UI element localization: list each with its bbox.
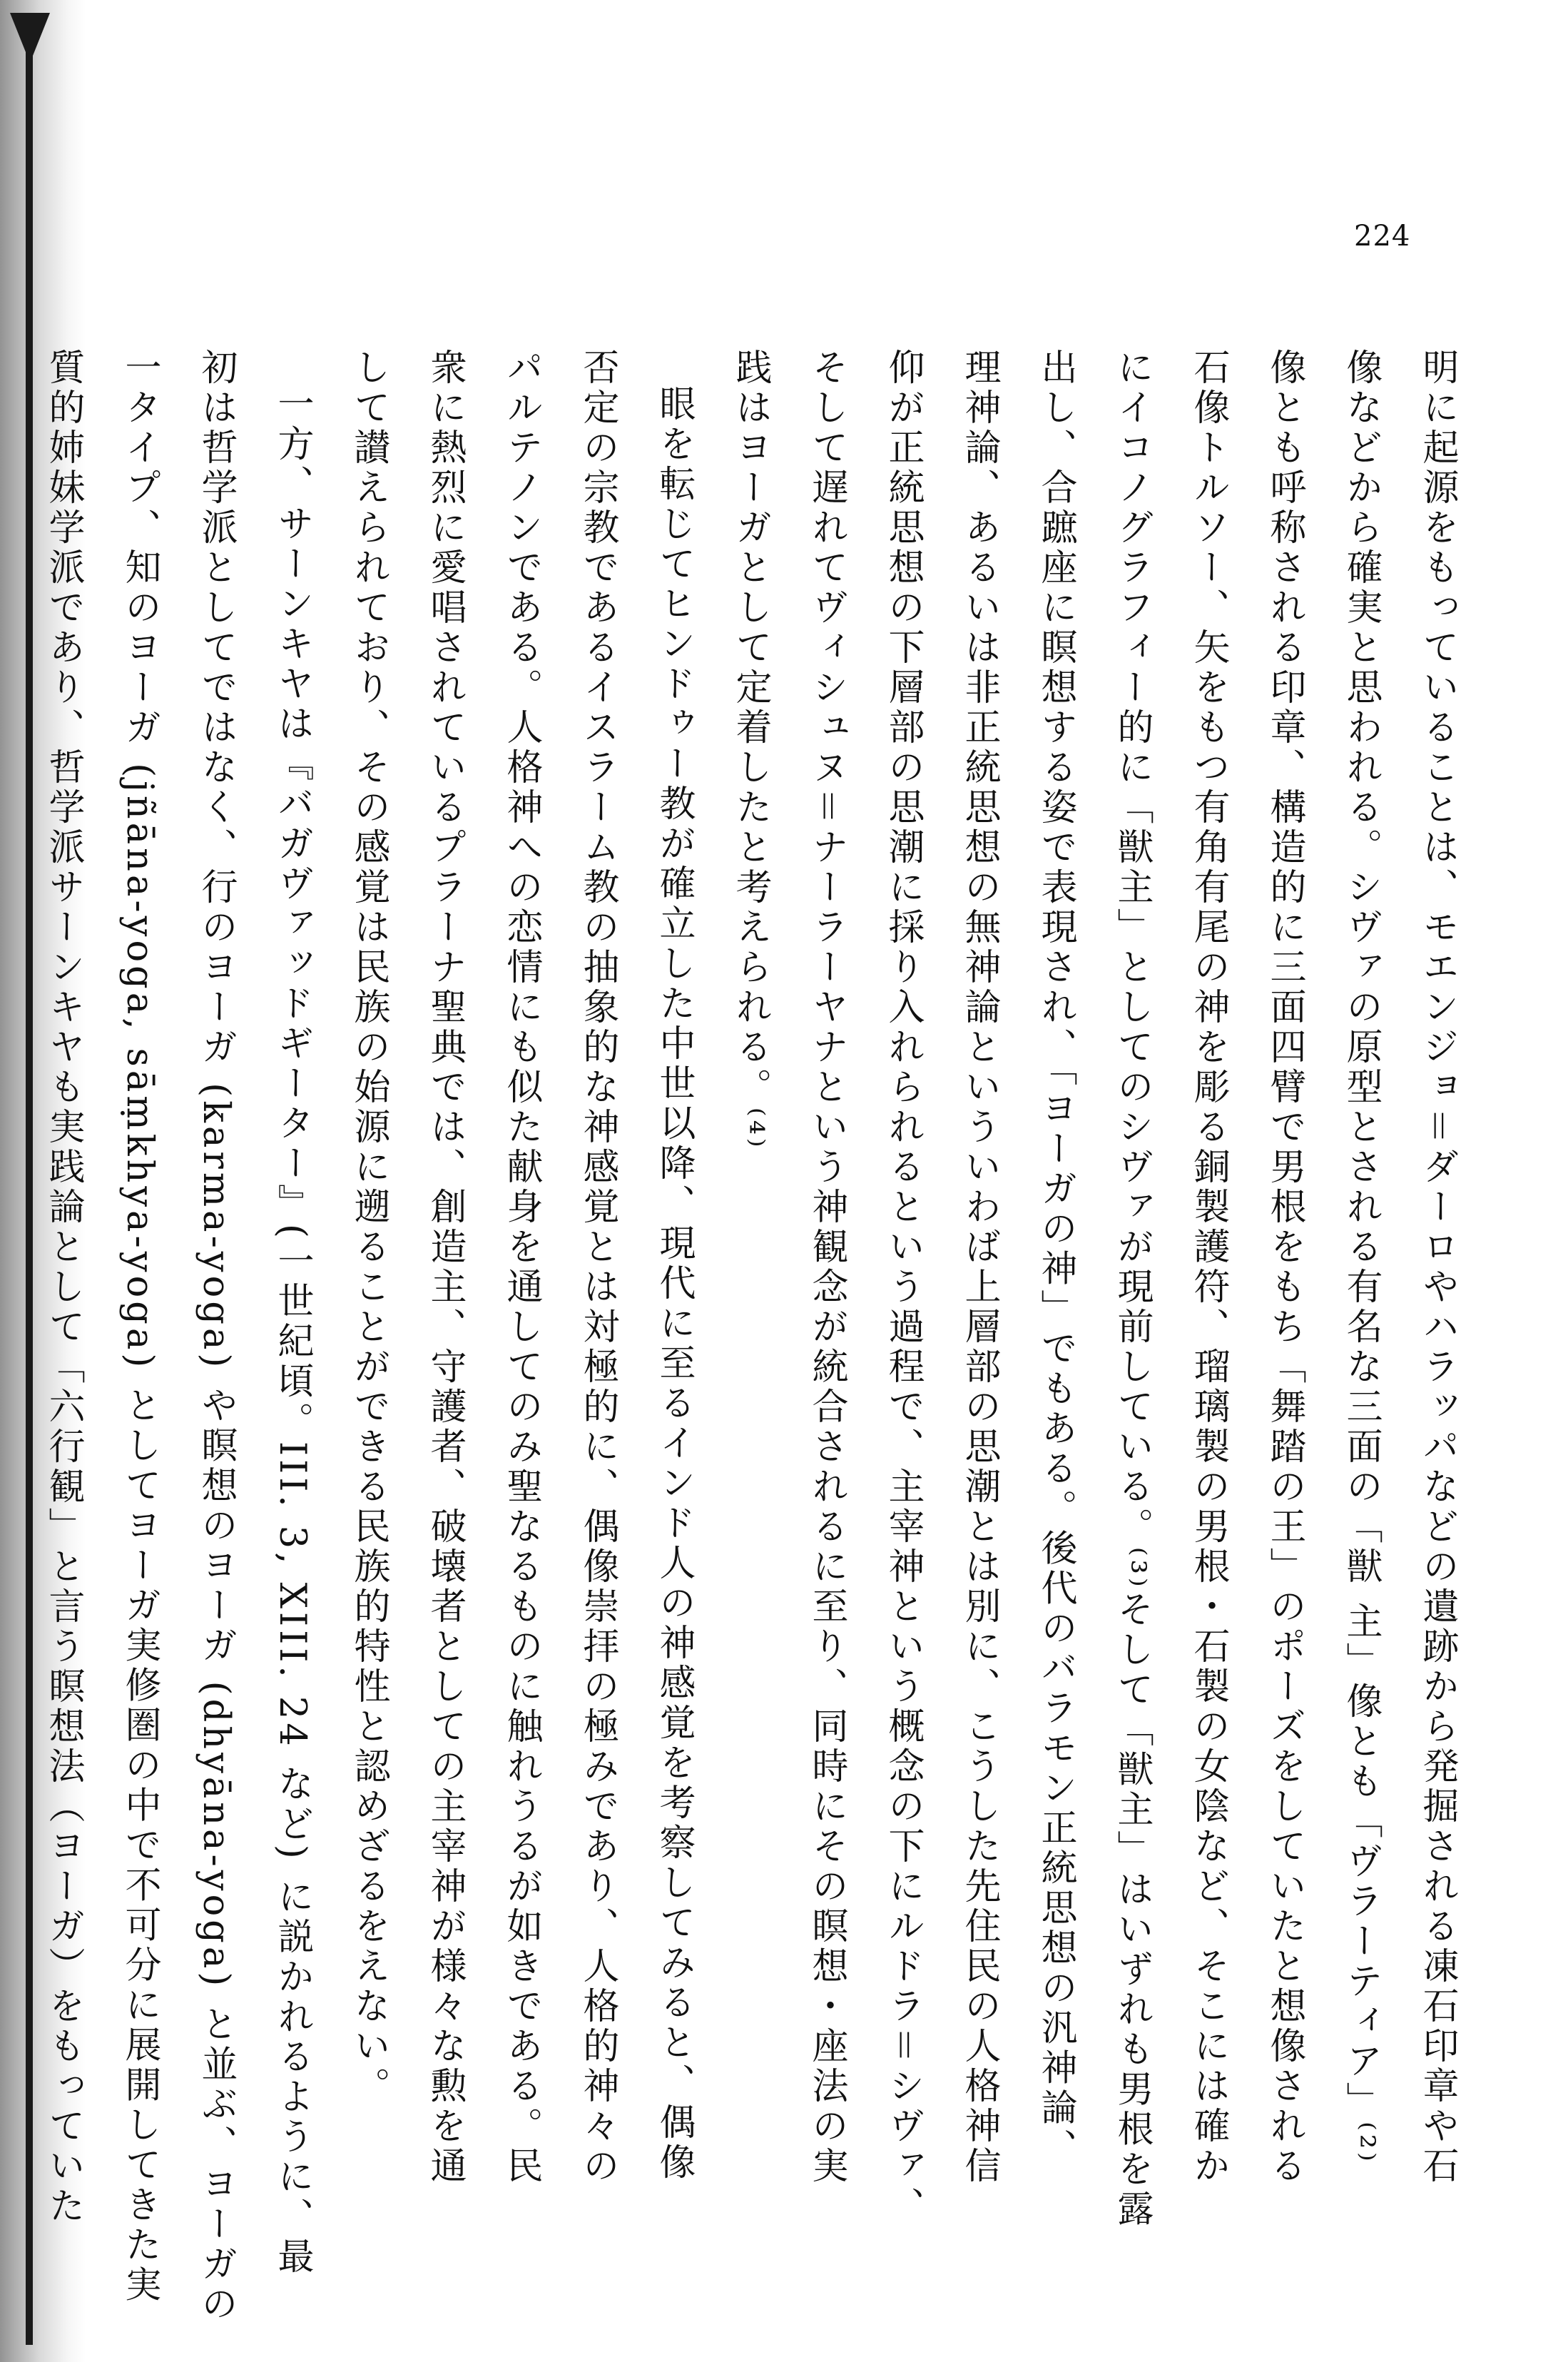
text-line: 理神論、あるいは非正統思想の無神論といういわば上層部の思潮とは別に、こうした先住民の人格神信: [958, 348, 1000, 2186]
text-line: 出し、合蹠座に瞑想する姿で表現され、「ヨーガの神」でもある。後代のバラモン正統思想の汎神論、: [1034, 348, 1076, 2169]
text-line: 衆に熱烈に愛唱されているプラーナ聖典では、創造主、守護者、破壊者としての主宰神が様々な勲を通: [424, 348, 466, 2186]
body-text: [42, 348, 1475, 2325]
text-line: 初は哲学派としてではなく、行のヨーガ (karma-yoga) や瞑想のヨーガ (dhyāna-yoga) と並ぶ、ヨーガの: [195, 348, 237, 2325]
text-line: 一タイプ、知のヨーガ (jñāna-yoga, sāṃkhya-yoga) としてヨーガ実修圏の中で不可分に展開してきた実: [118, 348, 161, 2306]
paragraph-start-line: 眼を転じてヒンドゥー教が確立した中世以降、現代に至るインド人の神感覚を考察してみると、偶像: [653, 385, 695, 2183]
text-line: 明に起源をもっていることは、モエンジョ＝ダーロやハラッパなどの遺跡から発掘される凍石印章や石: [1416, 348, 1458, 2186]
text-line: 像とも呼称される印章、構造的に三面四臂で男根をもち「舞踏の王」のポーズをしていたと想像される: [1263, 348, 1305, 2186]
text-line: 石像トルソー、矢をもつ有角有尾の神を彫る銅製護符、瑠璃製の男根・石製の女陰など、そこには確か: [1187, 348, 1229, 2186]
page-number: 224: [1354, 220, 1411, 253]
text-line: 質的姉妹学派であり、哲学派サーンキヤも実践論として「六行観」と言う瞑想法（ヨーガ）をもっていた: [42, 348, 84, 2226]
text-line: 像などから確実と思われる。シヴァの原型とされる有名な三面の「獣 主」像とも「ヴラーティア」⁽²⁾: [1340, 348, 1382, 2165]
paragraph-start-line: 一方、サーンキヤは『バガヴァッドギーター』(一世紀頃。III. 3, XIII. 24 など) に説かれるように、最: [271, 385, 313, 2278]
text-line: 仰が正統思想の下層部の思潮に採り入れられるという過程で、主宰神という概念の下にルドラ＝シヴァ、: [882, 348, 924, 2226]
text-line: にイコノグラフィー的に「獣主」としてのシヴァが現前している。⁽³⁾そして「獣主」はいずれも男根を露: [1111, 348, 1153, 2230]
text-line: パルテノンである。人格神への恋情にも似た献身を通してのみ聖なるものに触れうるが如きである。民: [500, 348, 542, 2186]
text-line: して讃えられており、その感覚は民族の始源に遡ることができる民族的特性と認めざるをえない。: [347, 348, 390, 2107]
text-line: そして遅れてヴィシュヌ＝ナーラーヤナという神観念が統合されるに至り、同時にその瞑想・座法の実: [805, 348, 847, 2186]
text-line: 否定の宗教であるイスラーム教の抽象的な神感覚とは対極的に、偶像崇拝の極みであり、人格的神々の: [576, 348, 618, 2186]
text-line: 践はヨーガとして定着したと考えられる。⁽⁴⁾: [729, 348, 771, 1151]
